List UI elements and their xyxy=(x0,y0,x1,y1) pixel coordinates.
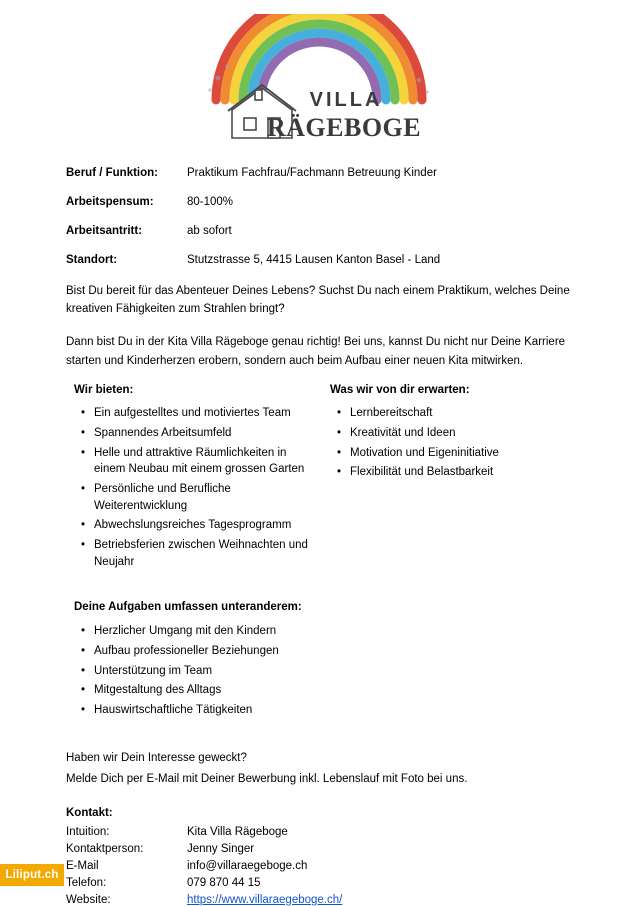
contact-key-intuition: Intuition: xyxy=(66,825,110,838)
field-row xyxy=(66,224,571,239)
field-label-arbeitspensum: Arbeitspensum: xyxy=(66,195,154,208)
list-item: • Motivation und Eigeninitiative xyxy=(350,445,571,462)
field-row xyxy=(66,166,571,181)
liliput-badge[interactable]: Liliput.ch xyxy=(0,864,64,886)
list-item: • Persönliche und Berufliche Weiterentwicklung xyxy=(94,481,318,514)
logo-title-top: VILLA xyxy=(309,89,382,111)
offer-column xyxy=(66,384,318,573)
field-row xyxy=(66,253,571,268)
contact-key-kontaktperson: Kontaktperson: xyxy=(66,842,144,855)
tasks-list xyxy=(74,623,571,718)
contact-row xyxy=(66,843,571,855)
intro-paragraph-2: Dann bist Du in der Kita Villa Rägeboge genau richtig! Bei uns, kannst Du nicht nur Deine Karriere starten und Kinderherzen erobern, sondern auch beim Aufbau einer neuen Kita mitwirken. xyxy=(66,336,566,367)
contact-value-intuition: Kita Villa Rägeboge xyxy=(187,825,288,838)
offer-title: Wir bieten: xyxy=(74,384,134,397)
contact-key-email: E-Mail xyxy=(66,859,99,872)
field-value-arbeitspensum: 80-100% xyxy=(187,195,234,208)
expectations-column xyxy=(318,384,571,573)
list-item: • Hauswirtschaftliche Tätigkeiten xyxy=(94,702,571,719)
contact-value-kontaktperson: Jenny Singer xyxy=(187,842,255,855)
field-row xyxy=(66,195,571,210)
contact-value-website[interactable] xyxy=(187,894,342,906)
list-item: • Helle und attraktive Räumlichkeiten in einem Neubau mit einem grossen Garten xyxy=(94,445,318,478)
list-item: • Aufbau professioneller Beziehungen xyxy=(94,643,571,660)
expectations-title: Was wir von dir erwarten: xyxy=(330,384,470,397)
job-meta-fields xyxy=(66,166,571,268)
contact-key-website: Website: xyxy=(66,893,111,906)
list-item: • Mitgestaltung des Alltags xyxy=(94,682,571,699)
offer-list xyxy=(74,405,318,570)
villa-raegeboge-logo xyxy=(194,14,444,146)
list-item: • Spannendes Arbeitsumfeld xyxy=(94,425,318,442)
contact-value-email: info@villaraegeboge.ch xyxy=(187,859,308,872)
list-item: • Ein aufgestelltes und motiviertes Team xyxy=(94,405,318,422)
tasks-title: Deine Aufgaben umfassen unteranderem: xyxy=(74,601,302,614)
offer-expectations-columns xyxy=(66,384,571,573)
contact-row xyxy=(66,826,571,838)
field-label-beruf: Beruf / Funktion: xyxy=(66,167,158,179)
field-label-standort: Standort: xyxy=(66,253,118,266)
closing-section xyxy=(66,749,571,789)
document-page xyxy=(0,14,637,906)
contact-title: Kontakt: xyxy=(66,806,113,819)
tasks-section xyxy=(66,601,571,718)
contact-section xyxy=(66,807,571,906)
field-label-arbeitsantritt: Arbeitsantritt: xyxy=(66,224,143,237)
expectations-list xyxy=(330,405,571,481)
intro-paragraph-1: Bist Du bereit für das Abenteuer Deines Lebens? Suchst Du nach einem Praktikum, welches Deine kreativen Fähigkeiten zum Strahlen bringt? xyxy=(66,284,570,316)
contact-row xyxy=(66,860,571,872)
list-item: • Herzlicher Umgang mit den Kindern xyxy=(94,623,571,640)
closing-line-2: Melde Dich per E-Mail mit Deiner Bewerbung inkl. Lebenslauf mit Foto bei uns. xyxy=(66,773,468,786)
closing-line-1: Haben wir Dein Interesse geweckt? xyxy=(66,751,247,764)
logo-container xyxy=(66,14,571,156)
website-link[interactable]: https://www.villaraegeboge.ch/ xyxy=(187,893,343,906)
contact-row xyxy=(66,894,571,906)
list-item: • Kreativität und Ideen xyxy=(350,425,571,442)
list-item: • Unterstützung im Team xyxy=(94,663,571,680)
field-value-beruf: Praktikum Fachfrau/Fachmann Betreuung Kinder xyxy=(187,167,437,179)
list-item: • Betriebsferien zwischen Weihnachten und Neujahr xyxy=(94,537,318,570)
contact-key-telefon: Telefon: xyxy=(66,876,107,889)
list-item: • Abwechslungsreiches Tagesprogramm xyxy=(94,517,318,534)
contact-value-telefon: 079 870 44 15 xyxy=(187,876,261,889)
field-value-standort: Stutzstrasse 5, 4415 Lausen Kanton Basel - Land xyxy=(187,253,441,266)
field-value-arbeitsantritt: ab sofort xyxy=(187,224,232,237)
list-item: • Flexibilität und Belastbarkeit xyxy=(350,464,571,481)
logo-title-main: RÄGEBOGE xyxy=(266,113,421,142)
list-item: • Lernbereitschaft xyxy=(350,405,571,422)
contact-row xyxy=(66,877,571,889)
